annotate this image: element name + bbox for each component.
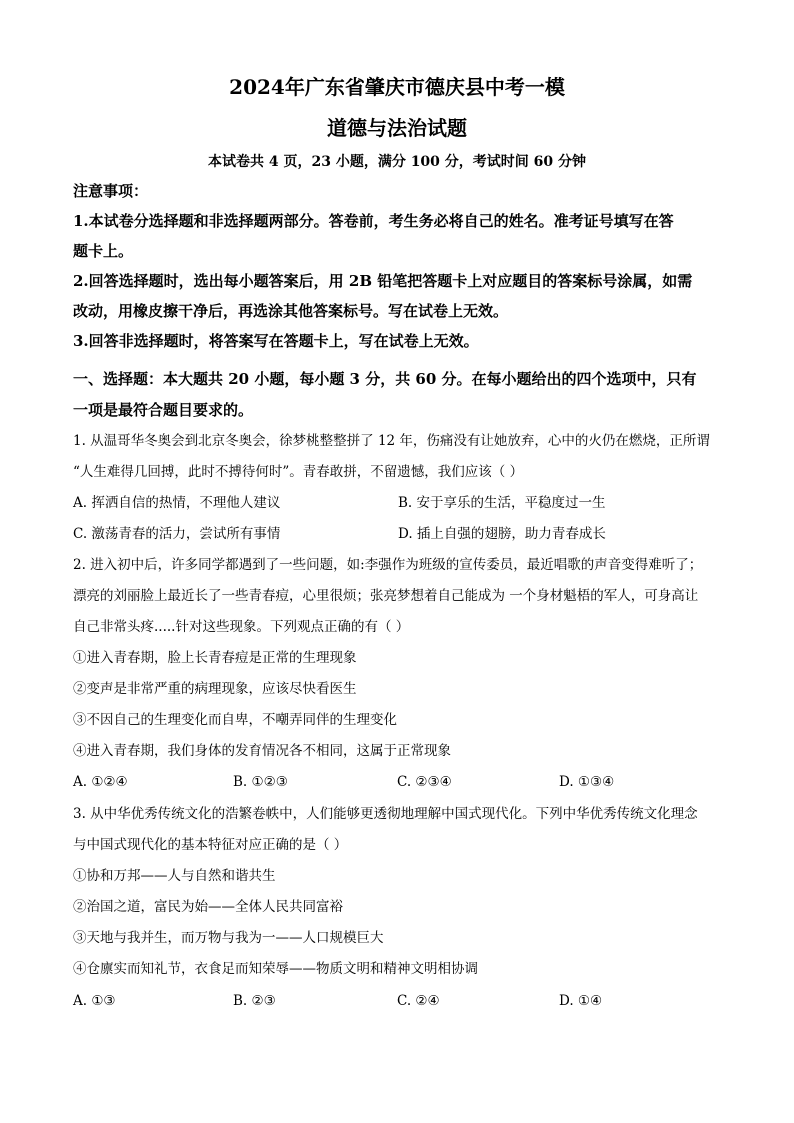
statement-item: ③天地与我并生，而万物与我为一——人口规模巨大	[73, 930, 384, 946]
notice-line: 题卡上。	[73, 242, 134, 260]
option-d: D. ①④	[559, 993, 603, 1009]
statement-item: ②治国之道，富民为始——全体人民共同富裕	[73, 899, 343, 915]
question-text: 与中国式现代化的基本特征对应正确的是（ ）	[73, 837, 348, 853]
question-2	[73, 550, 723, 767]
question-1	[73, 426, 723, 488]
question-text: “人生难得几回搏，此时不搏待何时”。青春敢拼，不留遗憾，我们应该（ ）	[73, 464, 524, 480]
section-heading	[73, 364, 723, 426]
notice-line: 改动，用橡皮擦干净后，再选涂其他答案标号。写在试卷上无效。	[73, 302, 509, 320]
notice-block	[73, 176, 723, 356]
exam-title: 2024年广东省肇庆市德庆县中考一模	[229, 75, 565, 99]
section-line: 一、选择题：本大题共 20 小题，每小题 3 分，共 60 分。在每小题给出的四个选项中，只有	[73, 370, 697, 388]
statement-item: ④仓廪实而知礼节，衣食足而知荣辱——物质文明和精神文明相协调	[73, 961, 478, 977]
option-b: B. ①②③	[233, 774, 288, 790]
statement-item: ①进入青春期，脸上长青春痘是正常的生理现象	[73, 650, 357, 666]
option-a: A. ①③	[73, 993, 116, 1009]
notice-line: 3.回答非选择题时，将答案写在答题卡上，写在试卷上无效。	[73, 332, 479, 350]
subject-title: 道德与法治试题	[327, 116, 467, 140]
statement-item: ④进入青春期，我们身体的发育情况各不相同，这属于正常现象	[73, 743, 451, 759]
question-3	[73, 799, 723, 985]
question-text: 漂亮的刘丽脸上最近长了一些青春痘，心里很烦；张亮梦想着自己能成为 一个身材魁梧的军人，可身高让	[73, 588, 699, 604]
section-line: 一项是最符合题目要求的。	[73, 401, 254, 419]
question-text: 1. 从温哥华冬奥会到北京冬奥会，徐梦桃整整拼了 12 年，伤痛没有让她放弃，心中的火仍在燃烧，正所谓	[73, 433, 710, 449]
notice-line: 1.本试卷分选择题和非选择题两部分。答卷前，考生务必将自己的姓名。准考证号填写在答	[73, 212, 674, 230]
option-b: B. 安于享乐的生活，平稳度过一生	[398, 495, 606, 511]
exam-info: 本试卷共 4 页，23 小题，满分 100 分，考试时间 60 分钟	[207, 154, 587, 170]
statement-item: ①协和万邦——人与自然和谐共生	[73, 868, 276, 884]
option-a: A. 挥洒自信的热情，不理他人建议	[73, 495, 281, 511]
option-a: A. ①②④	[73, 774, 128, 790]
notice-heading: 注意事项：	[73, 182, 149, 200]
option-c: C. 激荡青春的活力，尝试所有事情	[73, 526, 281, 542]
option-c: C. ②④	[397, 993, 440, 1009]
notice-line: 2.回答选择题时，选出每小题答案后，用 2B 铅笔把答题卡上对应题目的答案标号涂属，如需	[73, 272, 693, 290]
question-1-options-row-1	[73, 488, 723, 519]
question-text: 2. 进入初中后，许多同学都遇到了一些问题，如:李强作为班级的宣传委员，最近唱歌的声音变得难听了；	[73, 557, 703, 573]
statement-item: ②变声是非常严重的病理现象，应该尽快看医生	[73, 681, 357, 697]
question-1-options-row-2	[73, 519, 723, 550]
option-d: D. ①③④	[559, 774, 615, 790]
question-text: 3. 从中华优秀传统文化的浩繁卷帙中，人们能够更透彻地理解中国式现代化。下列中华优秀传统文化理念	[73, 806, 698, 822]
question-3-options	[73, 986, 723, 1017]
statement-item: ③不因自己的生理变化而自卑，不嘲弄同伴的生理变化	[73, 712, 397, 728]
question-2-options	[73, 767, 723, 798]
question-text: 自己非常头疼.....针对这些现象。下列观点正确的有（ ）	[73, 619, 410, 635]
option-d: D. 插上自强的翅膀，助力青春成长	[398, 526, 606, 542]
option-b: B. ②③	[233, 993, 276, 1009]
option-c: C. ②③④	[397, 774, 452, 790]
